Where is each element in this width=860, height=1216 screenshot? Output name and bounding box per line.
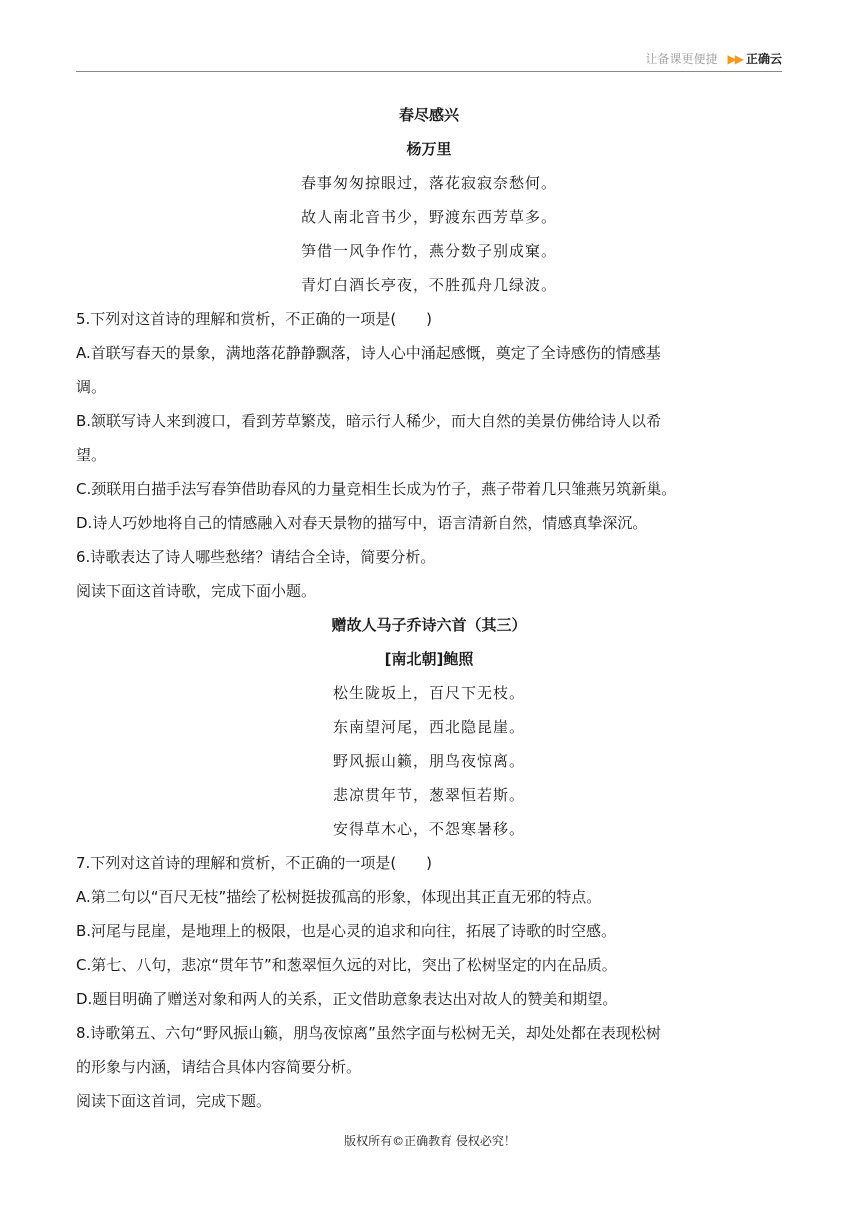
poem2-line: 安得草木心，不怨寒暑移。 xyxy=(332,820,525,838)
header-brand-group xyxy=(646,51,783,67)
poem1-line: 青灯白酒长亭夜，不胜孤舟几绿波。 xyxy=(300,276,557,294)
q5-option-c: C.颈联用白描手法写春笋借助春风的力量竞相生长成为竹子，燕子带着几只雏燕另筑新巢。 xyxy=(76,480,677,498)
poem2-line: 东南望河尾，西北隐昆崖。 xyxy=(332,718,525,736)
q5-option-a-cont: 调。 xyxy=(76,378,107,396)
poem2-line: 悲凉贯年节，葱翠恒若斯。 xyxy=(332,786,525,804)
poem1-title: 春尽感兴 xyxy=(398,106,459,124)
q7-option-b: B.河尾与昆崖，是地理上的极限，也是心灵的追求和向往，拓展了诗歌的时空感。 xyxy=(76,922,617,940)
copyright-footer: 版权所有©正确教育 侵权必究！ xyxy=(344,1134,516,1148)
document-body xyxy=(76,98,782,1118)
q5-option-d: D.诗人巧妙地将自己的情感融入对春天景物的描写中，语言清新自然，情感真挚深沉。 xyxy=(76,514,648,532)
question-8: 8.诗歌第五、六句“野风振山籁，朋鸟夜惊离”虽然字面与松树无关，却处处都在表现松树 xyxy=(76,1024,661,1042)
question-5-stem: 5.下列对这首诗的理解和赏析，不正确的一项是( ) xyxy=(76,310,433,328)
poem2-author: [南北朝]鲍照 xyxy=(384,650,474,668)
q7-option-a: A.第二句以“百尺无枝”描绘了松树挺拔孤高的形象，体现出其正直无邪的特点。 xyxy=(76,888,602,906)
poem2-line: 松生陇坂上，百尺下无枝。 xyxy=(332,684,525,702)
poem1-line: 故人南北音书少，野渡东西芳草多。 xyxy=(300,208,557,226)
reading-instruction: 阅读下面这首词，完成下题。 xyxy=(76,1092,272,1110)
q5-option-a: A.首联写春天的景象，满地落花静静飘落，诗人心中涌起感慨，奠定了全诗感伤的情感基 xyxy=(76,344,661,362)
q5-option-b: B.颔联写诗人来到渡口，看到芳草繁茂，暗示行人稀少，而大自然的美景仿佛给诗人以希 xyxy=(76,412,662,430)
page-header xyxy=(76,51,782,72)
double-arrow-icon: ▶▶ xyxy=(727,52,742,66)
poem2-line: 野风振山籁，朋鸟夜惊离。 xyxy=(332,752,525,770)
q7-option-c: C.第七、八句，悲凉“贯年节”和葱翠恒久远的对比，突出了松树坚定的内在品质。 xyxy=(76,956,617,974)
brand-name: 正确云 xyxy=(745,52,782,66)
q7-option-d: D.题目明确了赠送对象和两人的关系，正文借助意象表达出对故人的赞美和期望。 xyxy=(76,990,618,1008)
q5-option-b-cont: 望。 xyxy=(76,446,107,464)
question-6: 6.诗歌表达了诗人哪些愁绪？请结合全诗，简要分析。 xyxy=(76,548,436,566)
header-slogan: 让备课更便捷 xyxy=(645,52,718,66)
reading-instruction: 阅读下面这首诗歌，完成下面小题。 xyxy=(76,582,317,600)
poem1-author: 杨万里 xyxy=(406,140,452,158)
question-7-stem: 7.下列对这首诗的理解和赏析，不正确的一项是( ) xyxy=(76,854,433,872)
question-8-cont: 的形象与内涵，请结合具体内容简要分析。 xyxy=(76,1058,362,1076)
poem1-line: 春事匆匆掠眼过，落花寂寂奈愁何。 xyxy=(300,174,557,192)
poem2-title: 赠故人马子乔诗六首（其三） xyxy=(331,616,527,634)
poem1-line: 笋借一风争作竹，燕分数子别成窠。 xyxy=(300,242,557,260)
